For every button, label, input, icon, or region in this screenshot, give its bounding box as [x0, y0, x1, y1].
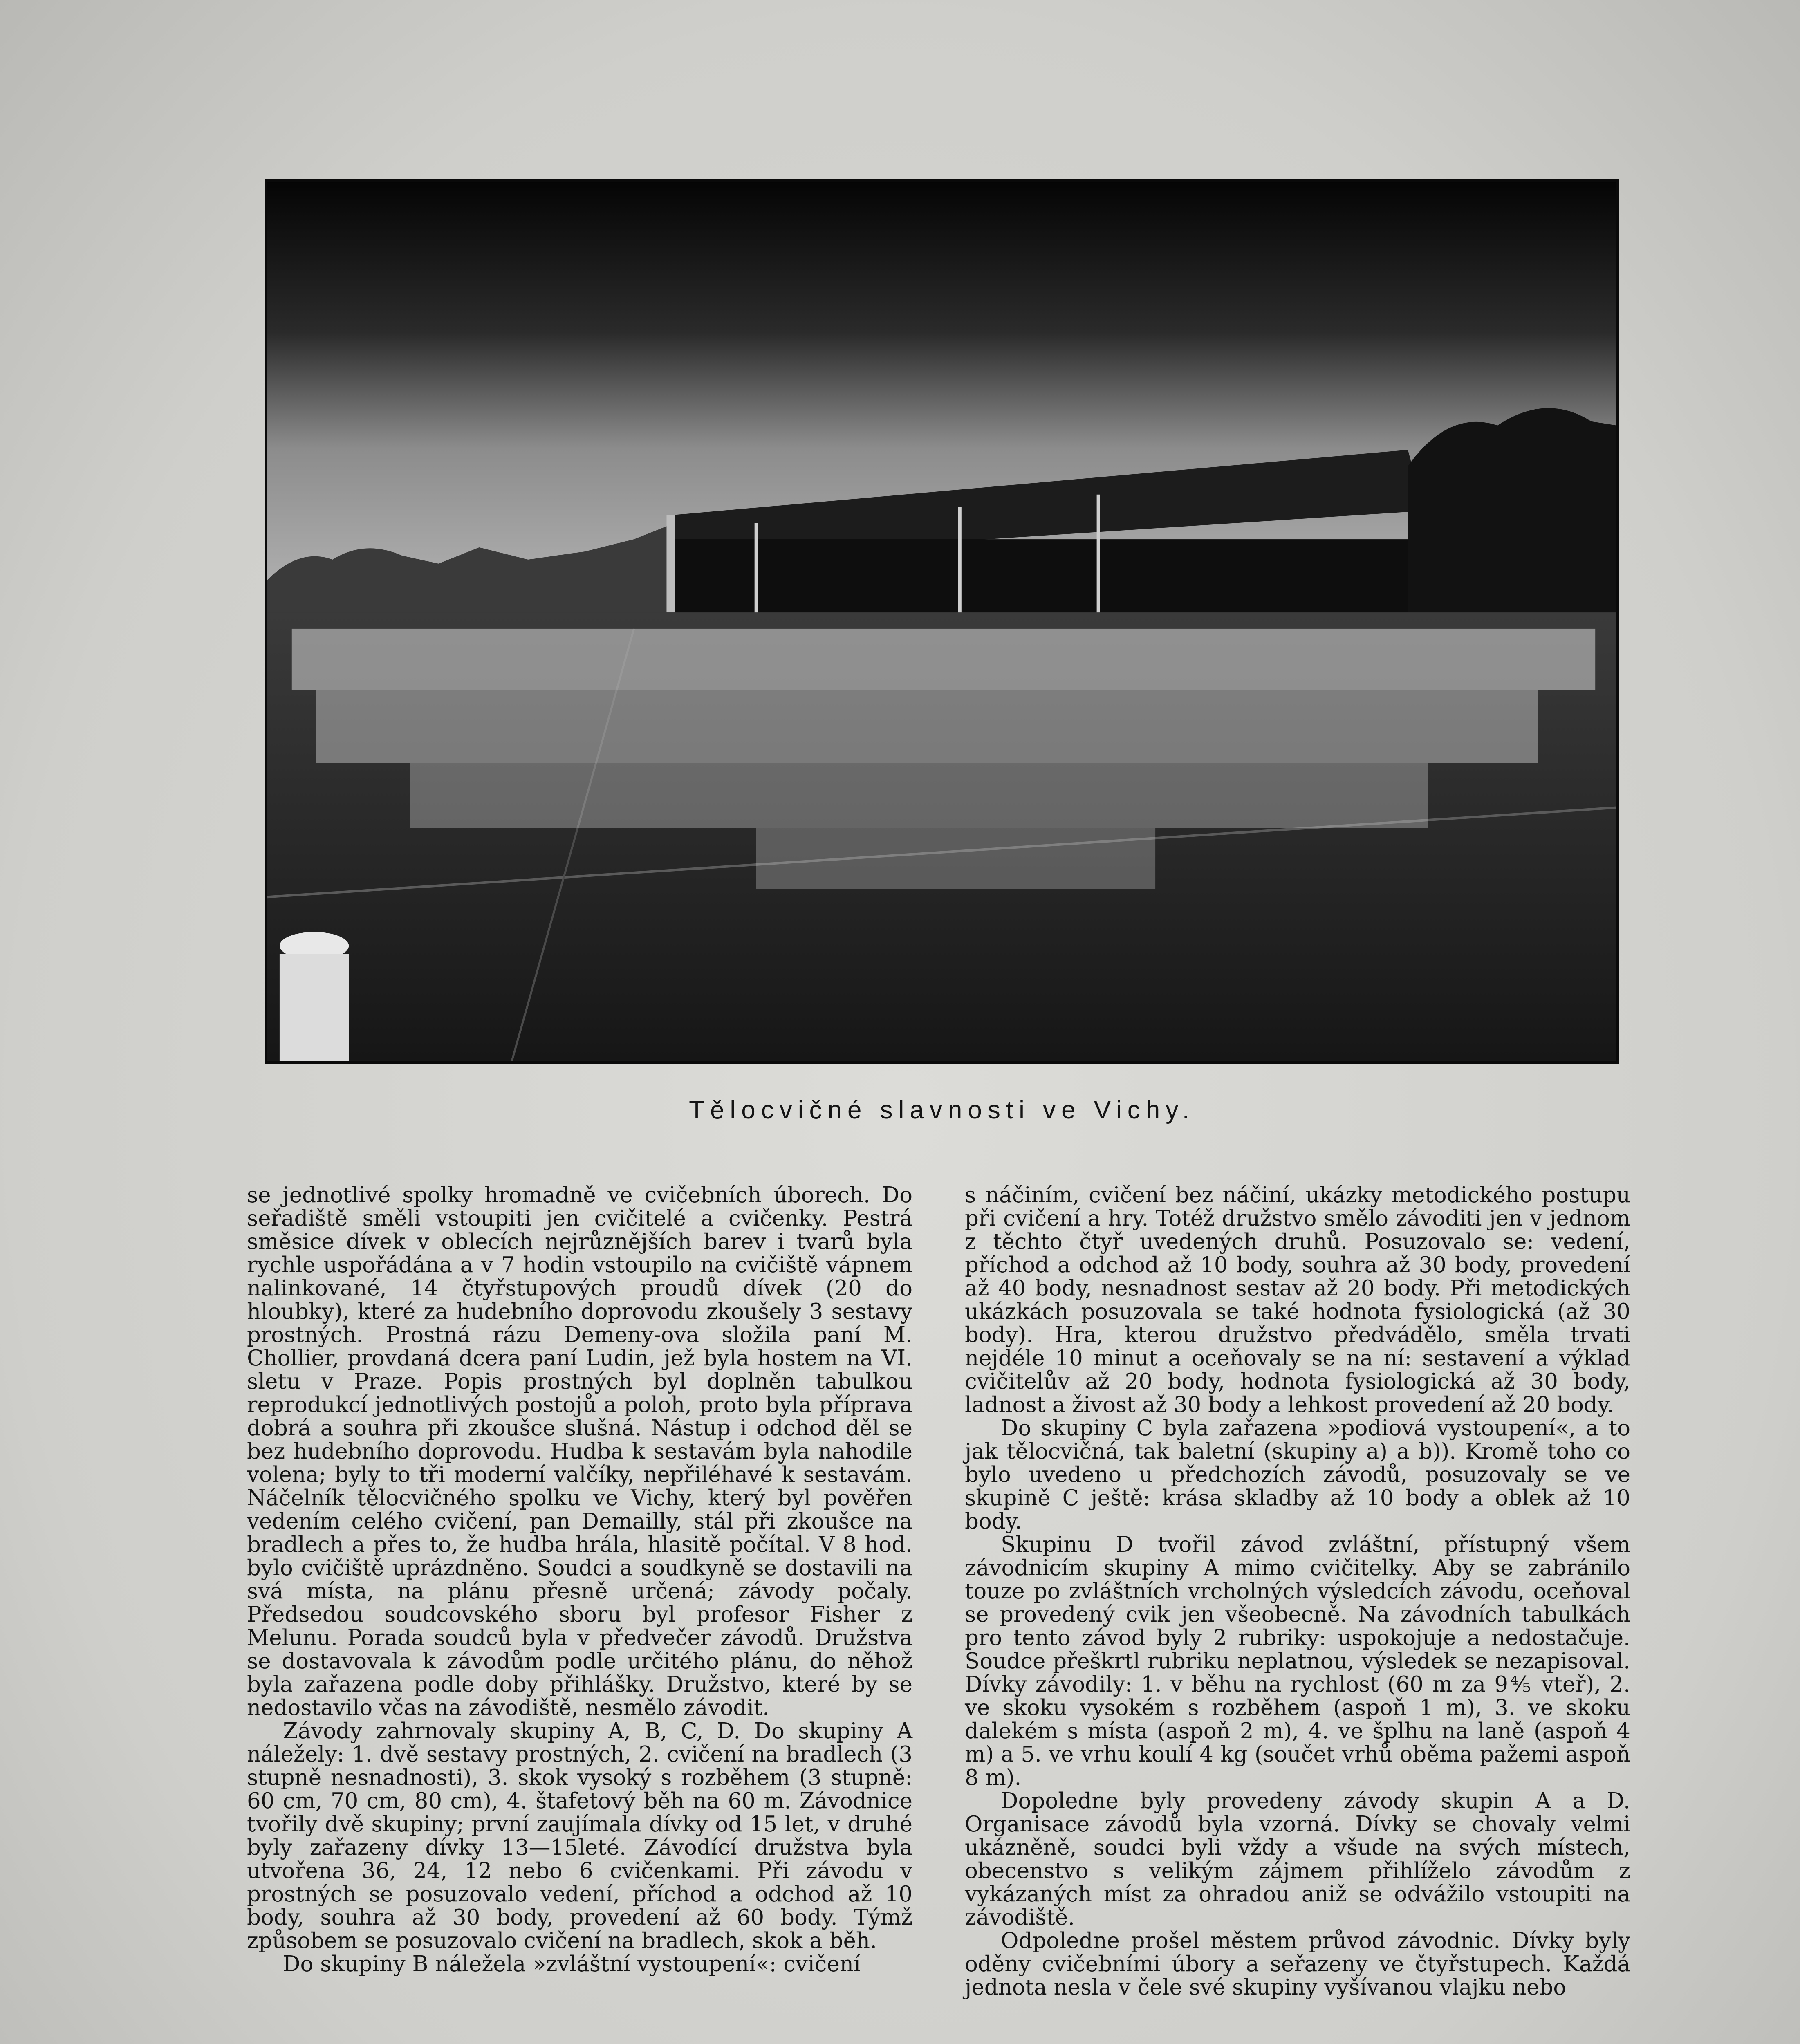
photograph-gymnastics-display: [265, 179, 1619, 1064]
paragraph: Do skupiny B náležela »zvláštní vystoupení«: cvičení: [283, 1952, 861, 1977]
text-column-left: [247, 1183, 912, 2026]
photo-caption: Tělocvičné slavnosti ve Vichy.: [689, 1096, 1195, 1124]
paragraph: Závody zahrnovaly skupiny A, B, C, D. Do skupiny A náležely: 1. dvě sestavy prostných, 2. cvičení na bradlech (3 stupně nesnadnosti), 3. skok vysoký s rozběhem (3 stupně: 60 cm, 70 cm, 80 cm), 4. štafetový běh na 60 m. Závodnice tvořily dvě skupiny; první zaujímala dívky od 15 let, v druhé byly zařazeny dívky 13—15leté. Závodící družstva byla utvořena 36, 24, 12 nebo 6 cvičenkami. Při závodu v prostných se posuzovalo vedení, příchod a odchod až 10 body, souhra až 30 body, provedení až 60 body. Týmž způsobem se posuzovalo cvičení na bradlech, skok a běh.: [247, 1719, 912, 1953]
paragraph: s náčiním, cvičení bez náčiní, ukázky metodického postupu při cvičení a hry. Totéž družstvo smělo závoditi jen v jednom z těchto čtyř uvedených druhů. Posuzovalo se: vedení, příchod a odchod až 10 body, souhra až 30 body, provedení až 40 body, nesnadnost sestav až 20 body. Při metodických ukázkách posuzovala se také hodnota fysiologická (až 30 body). Hra, kterou družstvo předvádělo, směla trvati nejdéle 10 minut a oceňovaly se na ní: sestavení a výklad cvičitelův až 20 body, hodnota fysiologická až 30 body, ladnost a živost až 30 body a lehkost provedení až 20 body.: [965, 1183, 1630, 1417]
paragraph: se jednotlivé spolky hromadně ve cvičebních úborech. Do seřadiště směli vstoupiti jen cvičitelé a cvičenky. Pestrá směsice dívek v oblecích nejrůznějších barev i tvarů byla rychle uspořádána a v 7 hodin vstoupilo na cvičiště vápnem nalinkované, 14 čtyřstupových proudů dívek (20 do hloubky), které za hudebního doprovodu zkoušely 3 sestavy prostných. Prostná rázu Demeny-ova složila paní M. Chollier, provdaná dcera paní Ludin, jež byla hostem na VI. sletu v Praze. Popis prostných byl doplněn tabulkou reprodukcí jednotlivých postojů a poloh, proto byla příprava dobrá a souhra při zkoušce slušná. Nástup i odchod děl se bez hudebního doprovodu. Hudba k sestavám byla nahodile volena; byly to tři moderní valčíky, nepřiléhavé k sestavám. Náčelník tělocvičného spolku ve Vichy, který byl pověřen vedením celého cvičení, pan Demailly, stál při zkoušce na bradlech a přes to, že hudba hrála, hlasitě počítal. V 8 hod. bylo cvičiště uprázdněno. Soudci a soudkyně se dostavili na svá místa, na plánu přesně určená; závody počaly. Předsedou soudcovského sboru byl profesor Fisher z Melunu. Porada soudců byla v předvečer závodů. Družstva se dostavovala k závodům podle určitého plánu, do něhož byla zařazena podle doby přihlášky. Družstvo, které by se nedostavilo včas na závodiště, nesmělo závodit.: [247, 1183, 912, 1720]
paragraph: Do skupiny C byla zařazena »podiová vystoupení«, a to jak tělocvičná, tak baletní (skupiny a) a b)). Kromě toho co bylo uvedeno u předchozích závodů, posuzovaly se ve skupině C ještě: krása skladby až 10 body a oblek až 10 body.: [965, 1416, 1630, 1534]
paragraph: Skupinu D tvořil závod zvláštní, přístupný všem závodnicím skupiny A mimo cvičitelky. Aby se zabránilo touze po zvláštních vrcholných výsledcích závodu, oceňoval se provedený cvik jen všeobecně. Na závodních tabulkách pro tento závod byly 2 rubriky: uspokojuje a nedostačuje. Soudce přeškrtl rubriku neplatnou, výsledek se nezapisoval. Dívky závodily: 1. v běhu na rychlost (60 m za 9⅘ vteř), 2. ve skoku vysokém s rozběhem (aspoň 1 m), 3. ve skoku dalekém s místa (aspoň 2 m), 4. ve šplhu na laně (aspoň 4 m) a 5. ve vrhu koulí 4 kg (součet vrhů oběma pažemi aspoň 8 m).: [965, 1532, 1630, 1790]
photograph-illustration: [267, 182, 1616, 1061]
paragraph: Odpoledne prošel městem průvod závodnic. Dívky byly oděny cvičebními úbory a seřazeny ve čtyřstupech. Každá jednota nesla v čele své skupiny vyšívanou vlajku nebo: [965, 1928, 1630, 2000]
paragraph: Dopoledne byly provedeny závody skupin A a D. Organisace závodů byla vzorná. Dívky se chovaly velmi ukázněně, soudci byli vždy a všude na svých místech, obecenstvo s velikým zájmem přihlíželo závodům z vykázaných míst za ohradou aniž se odvážilo vstoupiti na závodiště.: [965, 1788, 1630, 1930]
text-column-right: [965, 1183, 1630, 2026]
